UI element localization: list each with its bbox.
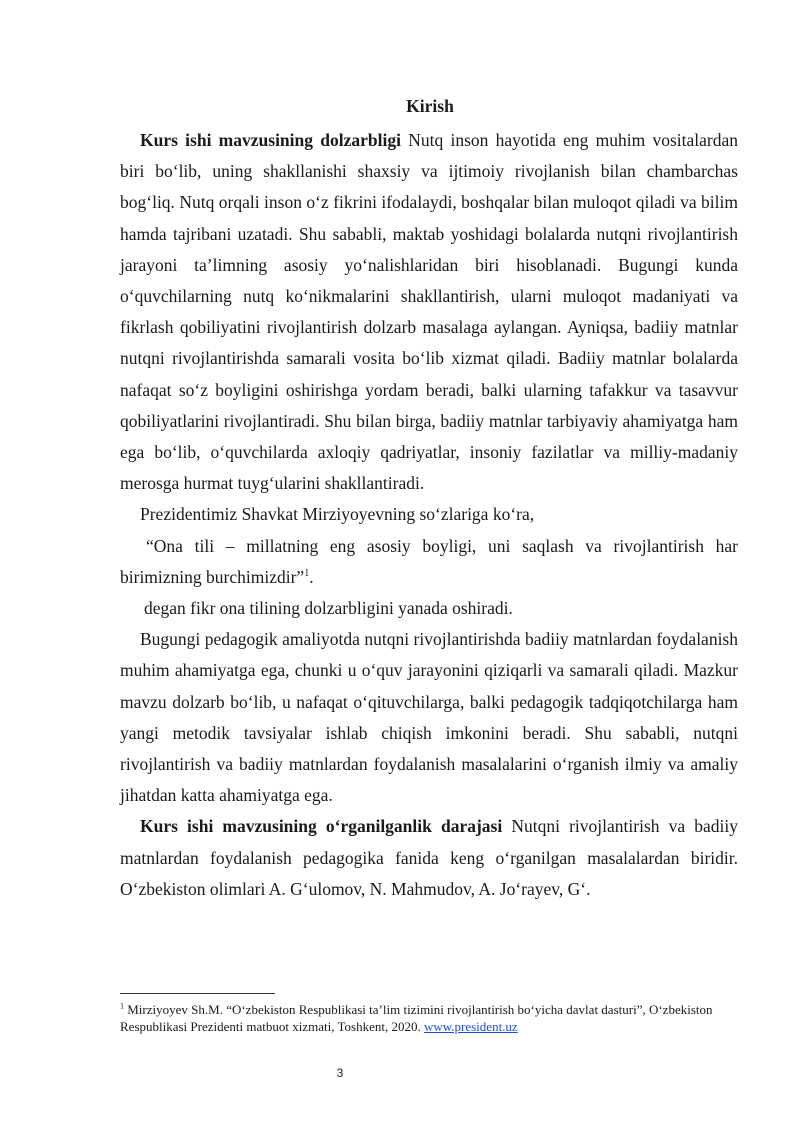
footnote-divider bbox=[120, 993, 275, 994]
paragraph-text: Nutq inson hayotida eng muhim vositalardan biri bo‘lib, uning shakllanishi shaxsiy va ijtimoiy rivojlanish bilan chambarchas bog‘liq. Nutq orqali inson o‘z fikrini ifodalaydi, boshqalar bilan muloqot qiladi va bilim hamda tajribani uzatadi. Shu sababli, maktab yoshidagi bolalarda nutqni rivojlantirish jarayoni ta’limning asosiy yo‘nalishlaridan biri hisoblanadi. Bugungi kunda o‘quvchilarning nutq ko‘nikmalarini shakllantirish, ularni muloqot madaniyati va fikrlash qobiliyatini rivojlantirish dolzarb masalaga aylangan. Ayniqsa, badiiy matnlar nutqni rivojlantirishda samarali vosita bo‘lib xizmat qiladi. Badiiy matnlar bolalarda nafaqat so‘z boyligini oshirishga yordam beradi, balki ularning tafakkur va tasavvur qobiliyatlarini rivojlantiradi. Shu bilan birga, badiiy matnlar tarbiyaviy ahamiyatga ham ega bo‘lib, o‘quvchilarda axloqiy qadriyatlar, insoniy fazilatlar va milliy-madaniy merosga hurmat tuyg‘ularini shakllantiradi. bbox=[120, 130, 739, 494]
quote-end: . bbox=[309, 566, 314, 587]
footnote-ref[interactable]: 1 bbox=[304, 568, 310, 580]
paragraph-lead: Kurs ishi mavzusining o‘rganilganlik darajasi bbox=[140, 816, 503, 837]
footnote-link[interactable]: www.president.uz bbox=[423, 1019, 518, 1034]
section-heading: Kirish bbox=[406, 96, 454, 116]
body-text bbox=[120, 125, 738, 905]
quote-paragraph bbox=[120, 531, 738, 593]
paragraph-study-level bbox=[120, 811, 738, 905]
footnote bbox=[120, 1001, 740, 1035]
quote-text: “Ona tili – millatning eng asosiy boyligi, uni saqlash va rivojlantirish har birimizning burchimizdir” bbox=[120, 535, 738, 587]
paragraph-president-intro: Prezidentimiz Shavkat Mirziyoyevning so‘zlariga ko‘ra, bbox=[140, 504, 535, 525]
paragraph-lead: Kurs ishi mavzusining dolzarbligi bbox=[140, 130, 401, 150]
footnote-text: Mirziyoyev Sh.M. “O‘zbekiston Respublikasi ta’lim tizimini rivojlantirish bo‘yicha davlat dasturi”, O‘zbekiston Respublikasi Prezidenti matbuot xizmati, Toshkent, 2020. bbox=[120, 1002, 713, 1034]
paragraph-after-quote: degan fikr ona tilining dolzarbligini yanada oshiradi. bbox=[144, 598, 513, 619]
paragraph-relevance bbox=[120, 125, 738, 499]
paragraph-practice: Bugungi pedagogik amaliyotda nutqni rivojlantirishda badiiy matnlardan foydalanish muhim ahamiyatga ega, chunki u o‘quv jarayonini qiziqarli va samarali qiladi. Mazkur mavzu dolzarb bo‘lib, u nafaqat o‘qituvchilarga, balki pedagogik tadqiqotchilarga ham yangi metodik tavsiyalar ishlab chiqish imkonini beradi. Shu sababli, nutqni rivojlantirish va badiiy matnlardan foydalanish masalalarini o‘rganish ilmiy va amaliy jihatdan katta ahamiyatga ega. bbox=[120, 629, 738, 806]
page-number: 3 bbox=[336, 1066, 344, 1080]
paragraph-text: Nutqni rivojlantirish va badiiy matnlardan foydalanish pedagogika fanida keng o‘rganilgan masalalardan biridir. O‘zbekiston olimlari A. G‘ulomov, N. Mahmudov, A. Jo‘rayev, G‘. bbox=[120, 816, 739, 899]
footnote-marker: 1 bbox=[120, 1001, 124, 1011]
